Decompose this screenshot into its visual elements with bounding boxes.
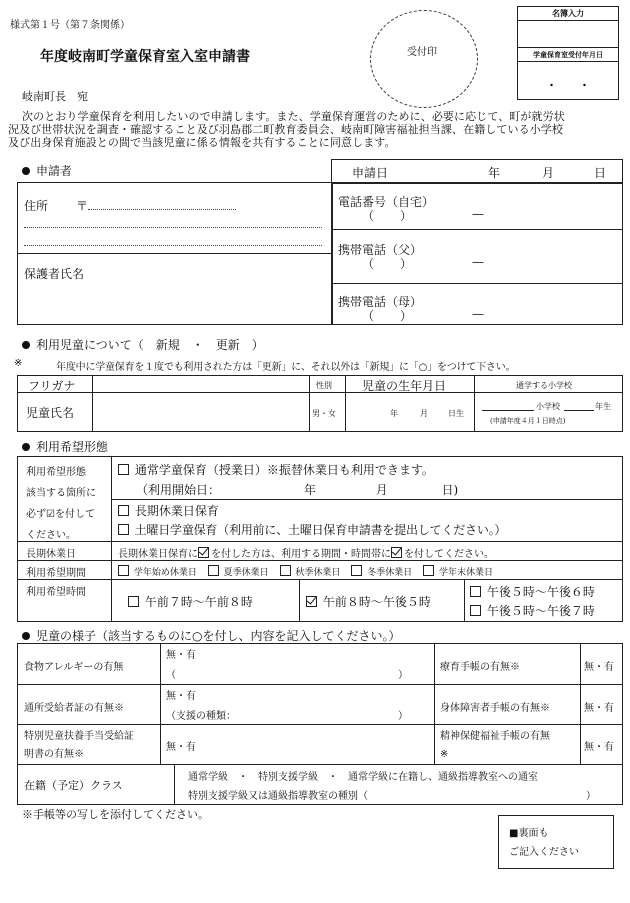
back-side-line-2: ご記入ください (509, 847, 579, 858)
seishin-label (440, 728, 550, 764)
time-label: 利用希望時間 (26, 587, 86, 598)
section-condition-heading: 児童の様子（該当するものに○を付し、内容を記入してください。） (22, 627, 400, 644)
grade-note: (申請年度４月１日時点) (490, 417, 566, 425)
col-divider (473, 376, 475, 431)
mother-mobile-label: 携帯電話（母） (338, 295, 423, 309)
reception-stamp-circle (370, 10, 478, 108)
class-options[interactable]: 通常学級 ・ 特別支援学級 ・ 通常学級に在籍し、通級指導教室への通室 (188, 772, 538, 783)
condition-table (17, 643, 623, 805)
received-date-value: ・ ・ (546, 79, 590, 92)
address-label: 住所 (24, 199, 49, 213)
col-divider (433, 644, 435, 764)
period-option-4[interactable]: 冬季休業日 (351, 568, 412, 578)
consent-line-2: 況及び世帯状況を調査・確認すること及び羽島郡二町教育委員会、岐南町障害福祉担当課、在籍している小学校 (8, 123, 563, 136)
checked-box-icon (198, 547, 209, 558)
form-number: 様式第１号（第７条関係） (10, 20, 130, 31)
usage-divider (111, 499, 622, 500)
fuyo-label-1: 特別児童扶養手当受給証 (24, 731, 134, 742)
application-date-row (331, 159, 623, 184)
shintai-label: 身体障害者手帳の有無※ (440, 703, 550, 714)
address-box (17, 182, 333, 325)
checkbox-icon[interactable] (351, 565, 362, 576)
option-long-vacation[interactable]: 長期休業日保育 (118, 502, 219, 519)
received-date-label: 学童保育室受付年月日 (518, 48, 618, 62)
birth-label: 児童の生年月日 (362, 379, 447, 393)
checkbox-icon[interactable] (470, 605, 481, 616)
application-month: 月 (542, 166, 555, 180)
col-divider (344, 376, 346, 431)
consent-line-3: 及び出身保育施設との間で当該児童に係る情報を共有することに同意します。 (8, 136, 396, 149)
mother-mobile-dash: — (472, 307, 484, 321)
allergy-label: 食物アレルギーの有無 (24, 662, 124, 673)
gender-value[interactable]: 男・女 (312, 409, 336, 418)
school-label: 通学する小学校 (516, 381, 572, 390)
father-mobile-dash: — (472, 255, 484, 269)
time-option-2[interactable]: 午前８時〜午後５時 (306, 593, 431, 610)
consent-text (8, 110, 620, 149)
col-divider (298, 579, 300, 621)
mother-mobile-paren-close: ） (400, 309, 413, 323)
row-divider (18, 541, 622, 542)
start-date-row (136, 481, 458, 498)
postal-mark: 〒 (76, 199, 89, 213)
class-kind-close: ） (586, 791, 596, 802)
col-divider (308, 376, 310, 431)
home-phone-dash: — (472, 207, 484, 221)
shintai-value[interactable]: 無・有 (584, 703, 614, 714)
back-side-line-1: ■裏面も (509, 828, 549, 839)
class-label: 在籍（予定）クラス (24, 779, 123, 792)
period-option-5[interactable]: 学年末休業日 (423, 568, 493, 578)
section-child-heading: 利用児童について（ 新規 ・ 更新 ） (22, 336, 264, 353)
long-vacation-note: 長期休業日保育に を付した方は、利用する期間・時間帯に を付してください。 (118, 549, 494, 560)
row-divider (18, 724, 622, 725)
bullet-icon (22, 632, 30, 640)
checkbox-icon[interactable] (128, 596, 139, 607)
gender-label: 性別 (316, 381, 332, 390)
start-day: 日) (441, 483, 459, 497)
checked-box-icon[interactable] (306, 596, 317, 607)
checkbox-icon[interactable] (470, 586, 481, 597)
start-year: 年 (303, 483, 316, 497)
guardian-divider (18, 253, 332, 254)
school-suffix: 小学校 (536, 402, 560, 411)
birth-month: 月 (420, 409, 428, 418)
tsusho-label: 通所受給者証の有無※ (24, 703, 124, 714)
period-options (118, 565, 493, 578)
fuyo-label-2: 明書の有無※ (24, 749, 84, 760)
option-regular[interactable]: 通常学童保育（授業日）※振替休業日も利用できます。 (118, 461, 434, 478)
bullet-icon (22, 443, 30, 451)
grade-suffix: 年生 (595, 402, 611, 411)
checked-box-icon (391, 547, 402, 558)
father-mobile-paren-open: （ (362, 257, 375, 271)
home-phone-paren-close: ） (400, 209, 413, 223)
seishin-value[interactable]: 無・有 (584, 742, 614, 753)
usage-instruction-4: ください。 (26, 530, 76, 541)
checkbox-icon[interactable] (118, 524, 129, 535)
allergy-paren-close: ） (398, 670, 408, 681)
child-name-label: 児童氏名 (26, 406, 75, 420)
usage-instruction (26, 462, 96, 546)
class-kind-label: 特別支援学級又は通級指導教室の種別（ (188, 791, 368, 802)
home-phone-label: 電話番号（自宅） (338, 195, 435, 209)
seishin-label-2: ※ (440, 749, 449, 760)
bullet-icon (22, 167, 30, 175)
col-divider (579, 644, 581, 764)
ryoiku-value[interactable]: 無・有 (584, 662, 614, 673)
period-label: 利用希望期間 (26, 568, 86, 579)
fuyo-label (24, 728, 134, 764)
checkbox-icon[interactable] (423, 565, 434, 576)
guardian-name-label: 保護者氏名 (24, 267, 85, 281)
period-option-2[interactable]: 夏季休業日 (208, 568, 269, 578)
consent-line-1: 次のとおり学童保育を利用したいので申請します。また、学童保育運営のために、必要に応じて、町が就労状 (22, 110, 565, 123)
address-line-1[interactable] (24, 227, 322, 228)
mother-mobile-paren-open: （ (362, 309, 375, 323)
col-divider (173, 764, 175, 804)
address-line-2[interactable] (24, 245, 322, 246)
row-divider (18, 764, 622, 765)
checkbox-icon[interactable] (118, 464, 129, 475)
row-divider (18, 684, 622, 685)
checkbox-icon[interactable] (208, 565, 219, 576)
phone-divider-2 (332, 283, 622, 284)
home-phone-paren-open: （ (362, 209, 375, 223)
start-month: 月 (375, 483, 388, 497)
row-divider (18, 560, 622, 561)
tsusho-value[interactable]: 無・有 (166, 691, 196, 702)
period-option-1[interactable]: 学年始め休業日 (118, 568, 197, 578)
col-divider (159, 644, 161, 764)
reception-stamp-label: 受付印 (407, 47, 437, 58)
phone-box (331, 182, 623, 325)
birth-day: 日生 (448, 409, 464, 418)
father-mobile-paren-close: ） (400, 257, 413, 271)
furigana-label: フリガナ (28, 379, 76, 393)
father-mobile-label: 携帯電話（父） (338, 243, 423, 257)
section-applicant-heading: 申請者 (22, 162, 72, 179)
school-name-line[interactable] (482, 410, 534, 411)
fuyo-value[interactable]: 無・有 (166, 742, 196, 753)
usage-instruction-3: 必ず☑を付して (26, 509, 95, 520)
ryoiku-label: 療育手帳の有無※ (440, 662, 520, 673)
page-title: 年度岐南町学童保育室入室申請書 (40, 49, 250, 65)
phone-divider-1 (332, 229, 622, 230)
allergy-paren-open: （ (166, 670, 176, 681)
application-year: 年 (488, 166, 501, 180)
time-option-1[interactable]: 午前７時〜午前８時 (128, 593, 253, 610)
col-divider (463, 579, 465, 621)
support-kind-label: （支援の種類： (166, 711, 236, 722)
birth-year: 年 (390, 409, 398, 418)
support-kind-close: ） (398, 711, 408, 722)
postal-code-line (88, 209, 236, 210)
grade-line[interactable] (564, 410, 594, 411)
seishin-label-1: 精神保健福祉手帳の有無 (440, 731, 550, 742)
name-entry-cell[interactable] (518, 21, 618, 48)
child-name-input[interactable] (98, 398, 302, 426)
checkbox-icon[interactable] (118, 505, 129, 516)
option-saturday[interactable]: 土曜日学童保育（利用前に、土曜日保育申請書を提出してください。） (118, 521, 506, 538)
application-day: 日 (594, 166, 607, 180)
usage-instruction-2: 該当する箇所に (26, 488, 96, 499)
office-use-box (517, 6, 619, 100)
child-note: 年度中に学童保育を１度でも利用された方は「更新」に、それ以外は「新規」に「○」をつけて下さい。 (56, 362, 516, 373)
checkbox-icon[interactable] (118, 565, 129, 576)
child-info-table (17, 375, 623, 432)
back-side-box (498, 815, 614, 869)
start-date-label: （利用開始日： (136, 483, 221, 497)
bullet-icon (22, 341, 30, 349)
usage-table (17, 456, 623, 622)
allergy-value[interactable]: 無・有 (166, 650, 196, 661)
name-entry-label: 名簿入力 (518, 7, 618, 21)
child-note-mark: ※ (14, 358, 23, 369)
application-date-label: 申請日 (352, 166, 389, 180)
time-option-4[interactable]: 午後５時〜午後７時 (470, 602, 595, 619)
period-option-3[interactable]: 秋季休業日 (280, 568, 341, 578)
usage-instruction-1: 利用希望形態 (26, 467, 86, 478)
attachment-note: ※手帳等の写しを添付してください。 (22, 808, 209, 821)
checkbox-icon[interactable] (280, 565, 291, 576)
long-vacation-label: 長期休業日 (26, 549, 76, 560)
section-usage-heading: 利用希望形態 (22, 438, 108, 455)
addressee: 岐南町長 宛 (22, 90, 88, 103)
time-option-3[interactable]: 午後５時〜午後６時 (470, 583, 595, 600)
row-divider (18, 579, 622, 580)
